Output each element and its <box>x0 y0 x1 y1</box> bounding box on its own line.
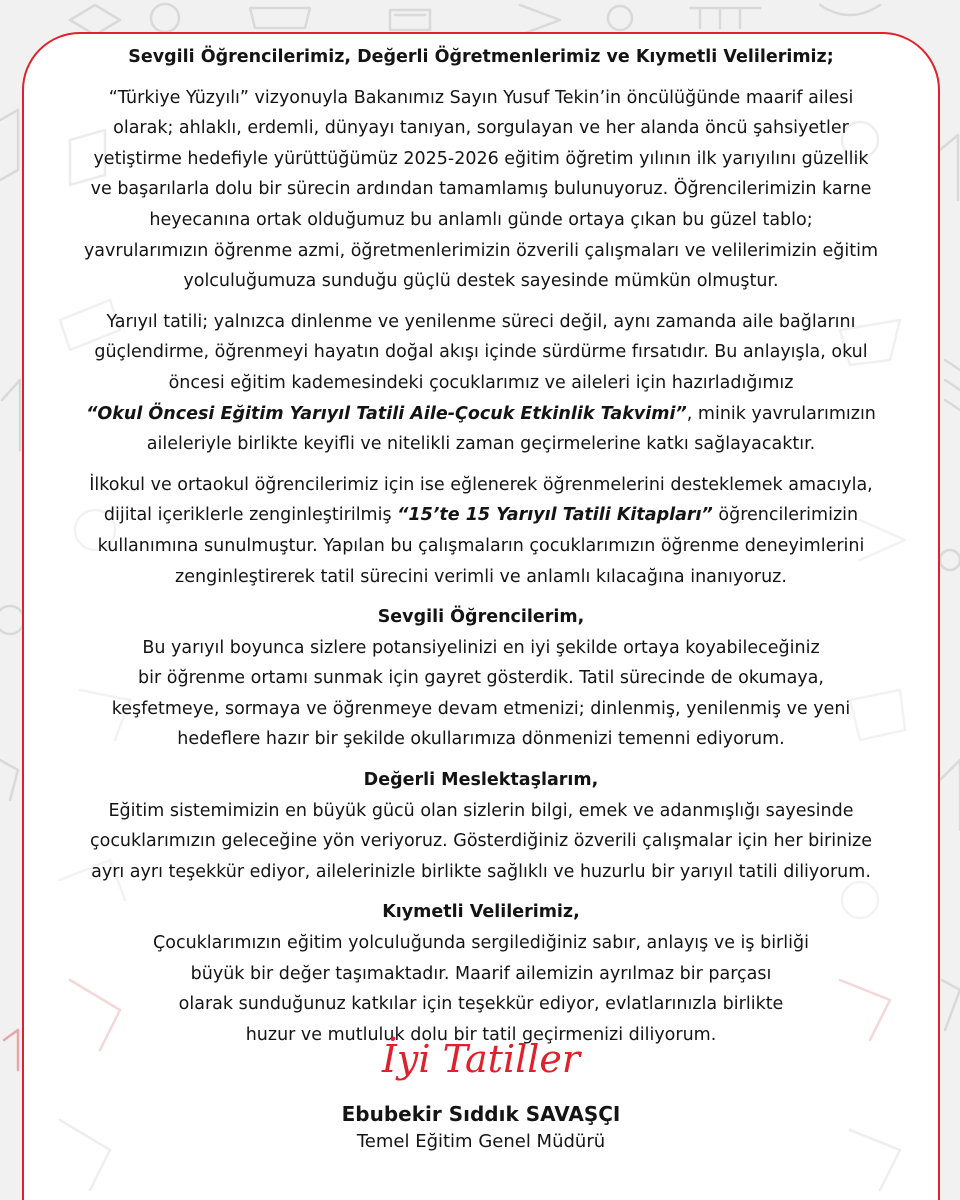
closing-handwriting <box>351 1030 611 1090</box>
paragraph-line: “Türkiye Yüzyılı” vizyonuyla Bakanımız Sayın Yusuf Tekin’in öncülüğünde maarif ailesi <box>108 87 854 108</box>
letter-body <box>22 42 940 1060</box>
paragraph-line: kullanımına sunulmuştur. Yapılan bu çalışmaların çocuklarımızın öğrenme deneyimlerini <box>97 535 865 556</box>
paragraph-line: ayrı ayrı teşekkür ediyor, ailelerinizle birlikte sağlıklı ve huzurlu bir yarıyıl tatili diliyorum. <box>91 861 871 882</box>
signature-title: Temel Eğitim Genel Müdürü <box>356 1131 606 1152</box>
paragraph-line: olarak sunduğunuz katkılar için teşekkür ediyor, evlatlarınızla birlikte <box>178 994 784 1015</box>
paragraph-line: zenginleştirerek tatil sürecini verimli ve anlamlı kılacağına inanıyoruz. <box>175 566 787 587</box>
section-title-students: Sevgili Öğrencilerim, <box>377 607 585 628</box>
paragraph-line: keşfetmeye, sormaya ve öğrenmeye devam etmenizi; dinlenmiş, yenilenmiş ve yeni <box>111 698 851 719</box>
paragraph-intro <box>22 83 940 297</box>
paragraph-line: Bu yarıyıl boyunca sizlere potansiyelinizi en iyi şekilde ortaya koyabileceğiniz <box>142 637 820 658</box>
paragraph-line: İlkokul ve ortaokul öğrencilerimiz için ise eğlenerek öğrenmelerini desteklemek amacıyla, <box>89 474 873 495</box>
section-title-parents: Kıymetli Velilerimiz, <box>382 902 580 923</box>
paragraph-line: hedeflere hazır bir şekilde okullarımıza dönmenizi temenni ediyorum. <box>177 729 785 750</box>
paragraph-line: huzur ve mutluluk dolu bir tatil geçirmenizi diliyorum. <box>245 1024 717 1045</box>
paragraph-line: aileleriyle birlikte keyifli ve nitelikli zaman geçirmelerine katkı sağlayacaktır. <box>146 434 816 455</box>
holiday-books-title: “15’te 15 Yarıyıl Tatili Kitapları” <box>397 505 713 526</box>
paragraph-line: öğrencilerimizin <box>712 505 859 526</box>
letter-salutation: Sevgili Öğrencilerimiz, Değerli Öğretmenlerimiz ve Kıymetli Velilerimiz; <box>128 47 834 67</box>
paragraph-line: büyük bir değer taşımaktadır. Maarif ailemizin ayrılmaz bir parçası <box>190 963 772 984</box>
paragraph-line: yetiştirme hedefiyle yürüttüğümüz 2025-2026 eğitim öğretim yılının ilk yarıyılını güzellik <box>93 148 869 169</box>
paragraph-line: heyecanına ortak olduğumuz bu anlamlı günde ortaya çıkan bu güzel tablo; <box>149 209 813 230</box>
paragraph-line: yavrularımızın öğrenme azmi, öğretmenlerimizin özverili çalışmaları ve velilerimizin eğitim <box>83 240 879 261</box>
paragraph-line: yolculuğumuza sunduğu güçlü destek sayesinde mümkün olmuştur. <box>183 271 779 292</box>
section-colleagues <box>22 765 940 887</box>
closing-text: İyi Tatiller <box>381 1037 581 1081</box>
closing-greeting <box>22 1030 940 1090</box>
paragraph-line: çocuklarımızın geleceğine yön veriyoruz. Gösterdiğiniz özverili çalışmalar için her birinize <box>89 831 873 852</box>
paragraph-line: güçlendirme, öğrenmeyi hayatın doğal akışı içinde sürdürme fırsatıdır. Bu anlayışla, okul <box>94 342 868 363</box>
paragraph-holiday <box>22 307 940 460</box>
paragraph-line: bir öğrenme ortamı sunmak için gayret gösterdik. Tatil sürecinde de okumaya, <box>138 668 824 689</box>
paragraph-line: olarak; ahlaklı, erdemli, dünyayı tanıyan, sorgulayan ve her alanda öncü şahsiyetler <box>113 118 849 139</box>
section-parents <box>22 897 940 1050</box>
paragraph-line: Eğitim sistemimizin en büyük gücü olan sizlerin bilgi, emek ve adanmışlığı sayesinde <box>108 800 854 821</box>
paragraph-books <box>22 470 940 592</box>
activity-calendar-title: “Okul Öncesi Eğitim Yarıyıl Tatili Aile-Çocuk Etkinlik Takvimi” <box>86 403 687 424</box>
section-students <box>22 602 940 755</box>
paragraph-line: Yarıyıl tatili; yalnızca dinlenme ve yenilenme süreci değil, aynı zamanda aile bağlarını <box>106 311 856 332</box>
paragraph-line: , minik yavrularımızın <box>686 403 876 424</box>
paragraph-line: öncesi eğitim kademesindeki çocuklarımız ve aileleri için hazırladığımız <box>168 372 794 393</box>
paragraph-line: ve başarılarla dolu bir sürecin ardından tamamlamış bulunuyoruz. Öğrencilerimizin karne <box>90 179 872 200</box>
signature-name: Ebubekir Sıddık SAVAŞÇI <box>341 1102 621 1126</box>
paragraph-line: dijital içeriklerle zenginleştirilmiş <box>103 505 398 526</box>
section-title-colleagues: Değerli Meslektaşlarım, <box>363 770 599 791</box>
paragraph-line: Çocuklarımızın eğitim yolculuğunda sergilediğiniz sabır, anlayış ve iş birliği <box>153 933 809 954</box>
